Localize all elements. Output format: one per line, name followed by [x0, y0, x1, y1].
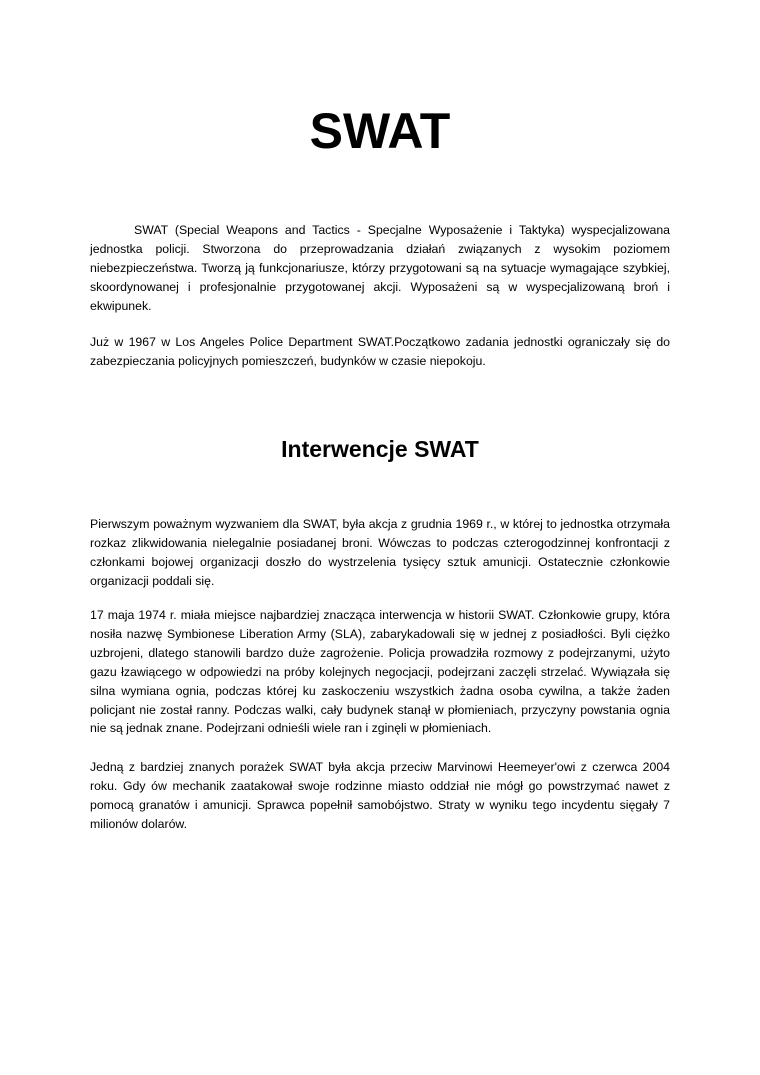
intro-paragraph-1: SWAT (Special Weapons and Tactics - Specjalne Wyposażenie i Taktyka) wyspecjalizowana jednostka policji. Stworzona do przeprowadzania działań związanych z wysokim poziomem niebezpieczeństwa. Tworzą ją funkcjonariusze, którzy przygotowani są na sytuacje wymagające szybkiej, skoordynowanej i profesjonalnie przygotowanej akcji. Wyposażeni są w wyspecjalizowaną broń i ekwipunek.: [90, 223, 670, 313]
section-paragraph-3: Jedną z bardziej znanych porażek SWAT była akcja przeciw Marvinowi Heemeyer'owi z czerwca 2004 roku. Gdy ów mechanik zaatakował swoje rodzinne miasto oddział nie mógł go powstrzymać nawet z pomocą granatów i amunicji. Sprawca popełnił samobójstwo. Straty w wyniku tego incydentu sięgały 7 milionów dolarów.: [90, 760, 670, 831]
intro-paragraph-2: Już w 1967 w Los Angeles Police Department SWAT.Początkowo zadania jednostki ograniczały się do zabezpieczania policyjnych pomieszczeń, budynków w czasie niepokoju.: [90, 335, 670, 368]
section-heading: Interwencje SWAT: [281, 436, 479, 462]
section-paragraph-2: 17 maja 1974 r. miała miejsce najbardziej znacząca interwencja w historii SWAT. Członkowie grupy, która nosiła nazwę Symbionese Liberation Army (SLA), zabarykadowali się w jednej z posiadłości. Byli ciężko uzbrojeni, dlatego stanowili bardzo duże zagrożenie. Policja prowadziła rozmowy z podejrzanymi, użyto gazu łzawiącego w odpowiedzi na próby kolejnych negocjacji, podejrzani zaczęli strzelać. Wywiązała się silna wymiana ognia, podczas której ku zaskoczeniu wszystkich żadna osoba cywilna, a także żaden policjant nie został ranny. Podczas walki, cały budynek stanął w płomieniach, przyczyny powstania ognia nie są jednak znane. Podejrzani odnieśli wiele ran i zginęli w płomieniach.: [90, 608, 670, 736]
document-title: SWAT: [309, 103, 451, 159]
section-paragraph-1: Pierwszym poważnym wyzwaniem dla SWAT, była akcja z grudnia 1969 r., w której to jednostka otrzymała rozkaz zlikwidowania nielegalnie posiadanej broni. Wówczas to podczas czterogodzinnej konfrontacji z członkami bojowej organizacji doszło do wystrzelenia tysięcy sztuk amunicji. Ostatecznie członkowie organizacji poddali się.: [90, 517, 670, 588]
